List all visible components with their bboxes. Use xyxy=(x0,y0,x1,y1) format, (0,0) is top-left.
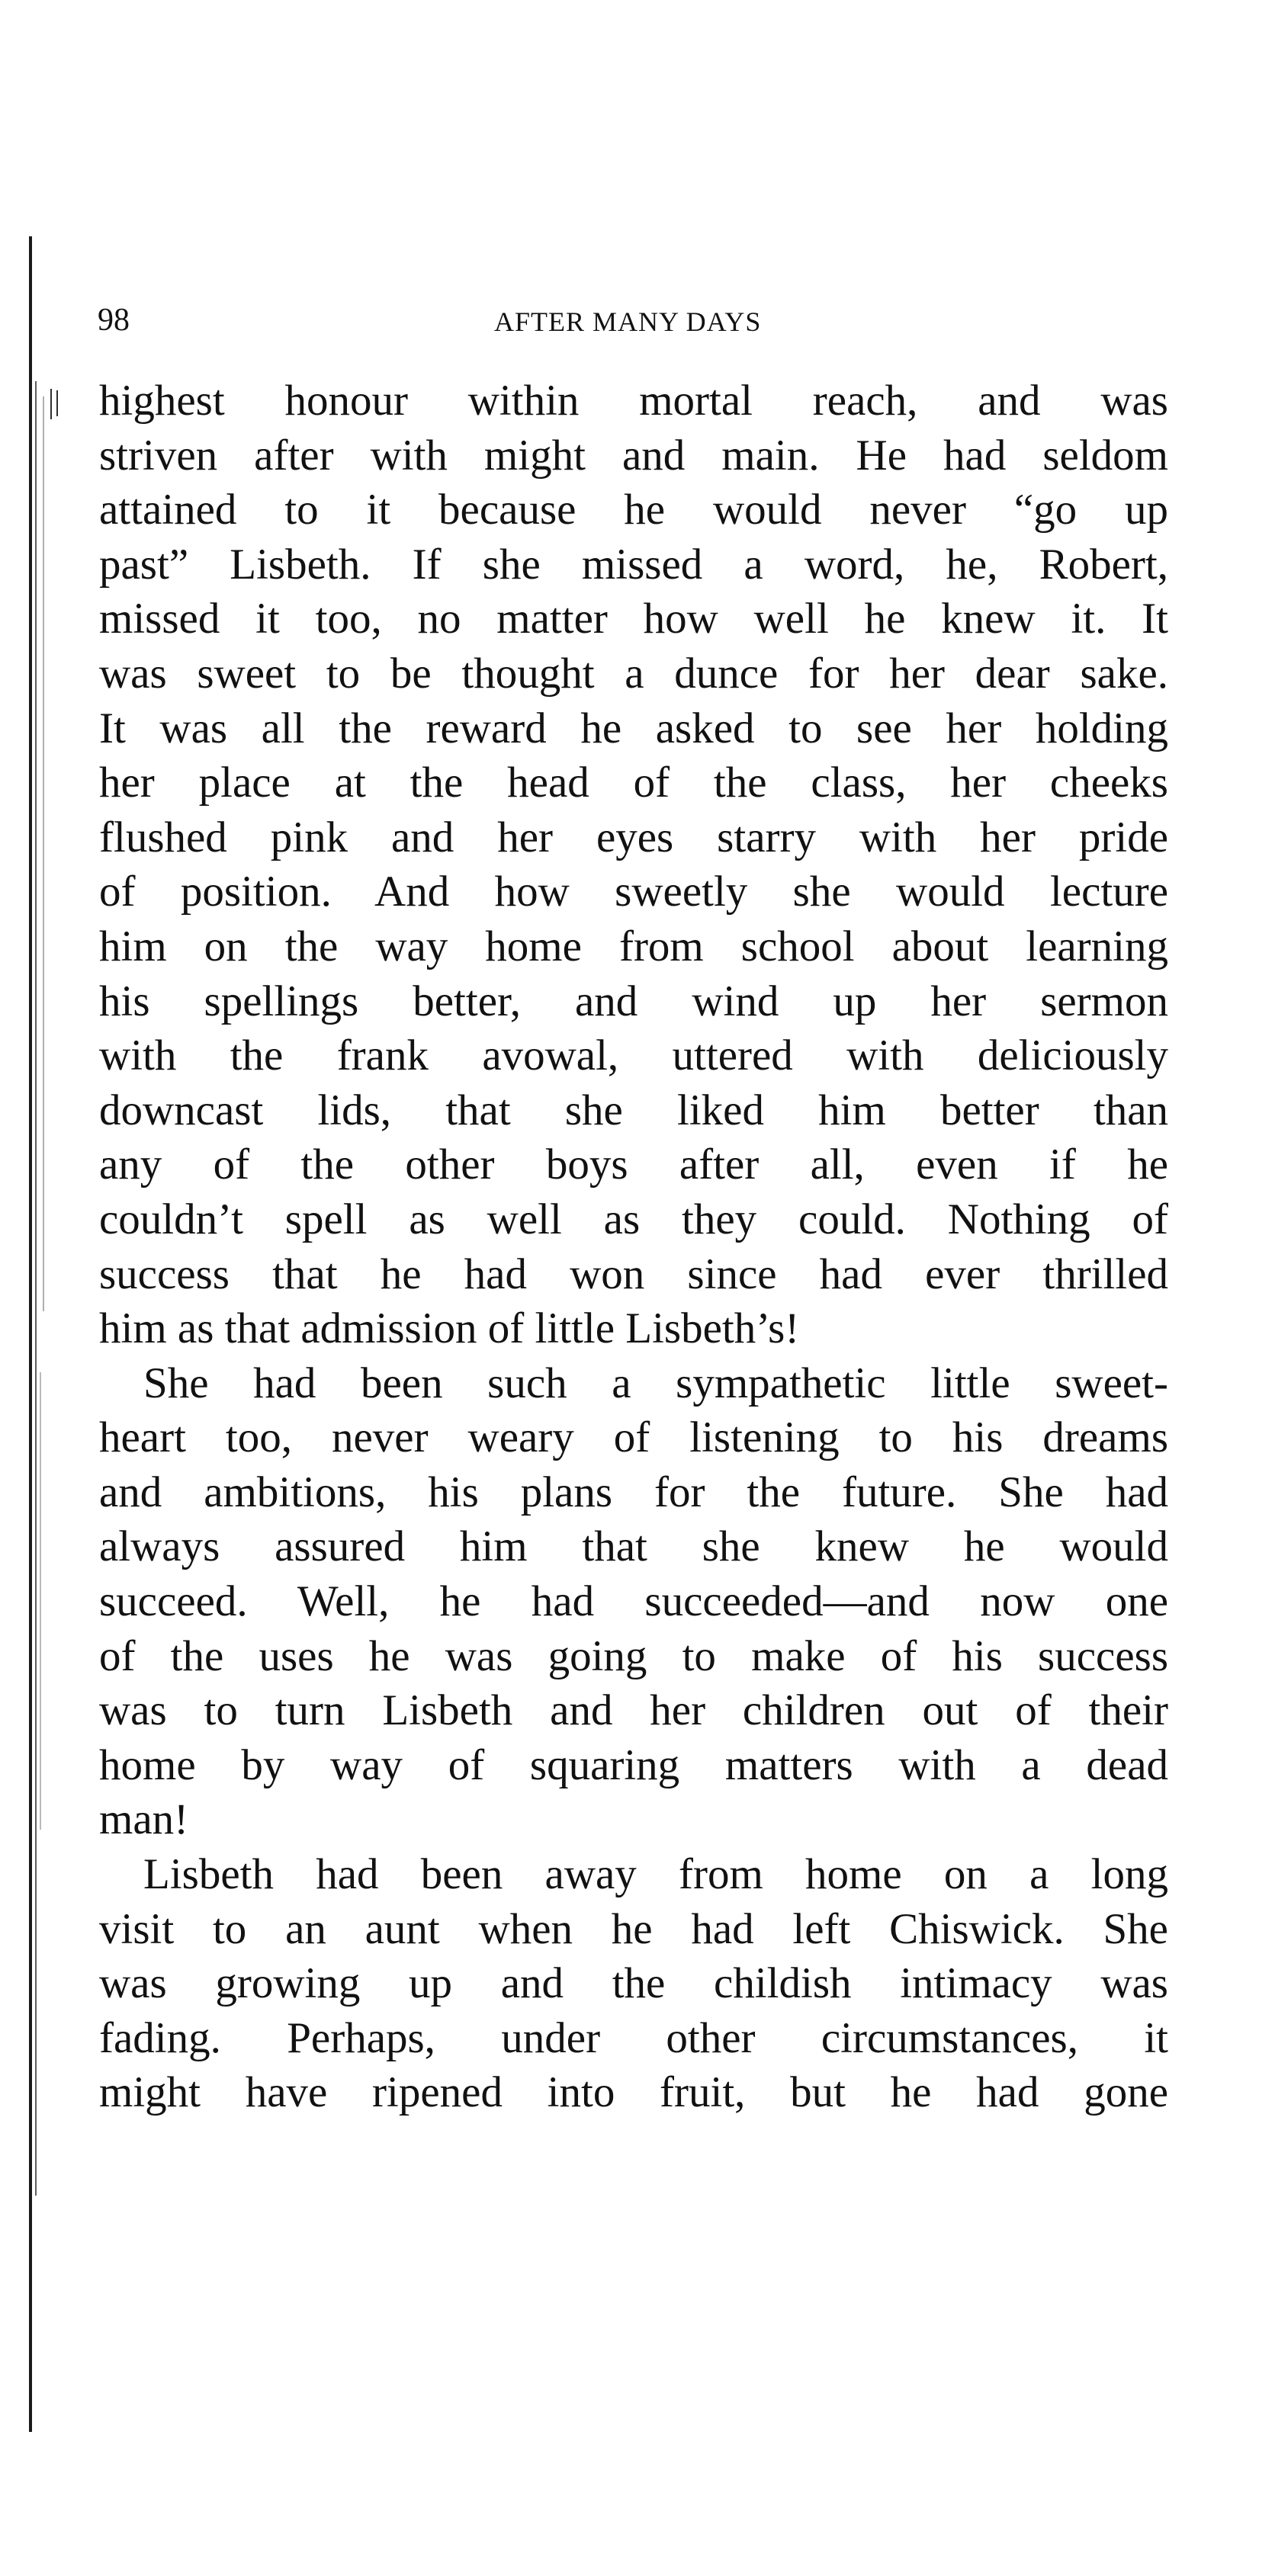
text-line: might have ripened into fruit, but he had gone xyxy=(99,2068,1168,2117)
text-line: downcast lids, that she liked him better than xyxy=(99,1086,1168,1134)
text-line: him on the way home from school about learning xyxy=(99,922,1168,970)
text-line: Lisbeth had been away from home on a long xyxy=(143,1850,1168,1899)
binding-edge-shadow xyxy=(35,381,37,2196)
body-text xyxy=(99,374,1168,2120)
paragraph xyxy=(99,374,1168,1356)
text-line: was sweet to be thought a dunce for her dear sake. xyxy=(99,649,1168,698)
text-line: of position. And how sweetly she would lecture xyxy=(99,868,1168,916)
text-line: heart too, never weary of listening to his dreams xyxy=(99,1413,1168,1462)
text-line: success that he had won since had ever thrilled xyxy=(99,1250,1168,1298)
text-line: of the uses he was going to make of his success xyxy=(99,1631,1168,1680)
text-line: and ambitions, his plans for the future. She had xyxy=(99,1468,1168,1516)
running-head xyxy=(98,301,1165,339)
text-line: always assured him that she knew he would xyxy=(99,1522,1168,1571)
binding-edge-shadow xyxy=(29,236,32,2432)
binding-edge-mark xyxy=(50,389,52,419)
text-line: fading. Perhaps, under other circumstances, it xyxy=(99,2013,1168,2062)
text-line: with the frank avowal, uttered with deliciously xyxy=(99,1031,1168,1080)
paragraph xyxy=(99,1356,1168,1847)
binding-edge-shadow xyxy=(40,1372,41,1830)
paragraph xyxy=(99,1847,1168,2120)
text-line: her place at the head of the class, her cheeks xyxy=(99,759,1168,807)
text-line: couldn’t spell as well as they could. Nothing of xyxy=(99,1195,1168,1243)
text-line: man! xyxy=(99,1795,189,1844)
text-line: past” Lisbeth. If she missed a word, he, Robert, xyxy=(99,540,1168,589)
text-line: highest honour within mortal reach, and was xyxy=(99,377,1168,425)
text-line: It was all the reward he asked to see her holding xyxy=(99,704,1168,752)
text-line: succeed. Well, he had succeeded—and now one xyxy=(99,1577,1168,1626)
running-title: AFTER MANY DAYS xyxy=(494,306,762,337)
text-line: was growing up and the childish intimacy was xyxy=(99,1959,1168,2008)
text-line: him as that admission of little Lisbeth’s! xyxy=(99,1304,800,1353)
text-line: any of the other boys after all, even if he xyxy=(99,1140,1168,1189)
text-line: attained to it because he would never “go up xyxy=(99,486,1168,534)
text-line: visit to an aunt when he had left Chiswick. She xyxy=(99,1904,1168,1953)
binding-edge-mark xyxy=(56,390,58,416)
binding-edge-shadow xyxy=(43,396,44,1311)
text-line: home by way of squaring matters with a dead xyxy=(99,1740,1168,1789)
page-number: 98 xyxy=(98,303,130,338)
text-line: striven after with might and main. He had seldom xyxy=(99,431,1168,480)
text-line: his spellings better, and wind up her sermon xyxy=(99,977,1168,1025)
text-line: was to turn Lisbeth and her children out of their xyxy=(99,1686,1168,1735)
text-line: missed it too, no matter how well he knew it. It xyxy=(99,595,1168,643)
text-line: She had been such a sympathetic little sweet- xyxy=(143,1359,1168,1407)
text-line: flushed pink and her eyes starry with her pride xyxy=(99,813,1168,861)
